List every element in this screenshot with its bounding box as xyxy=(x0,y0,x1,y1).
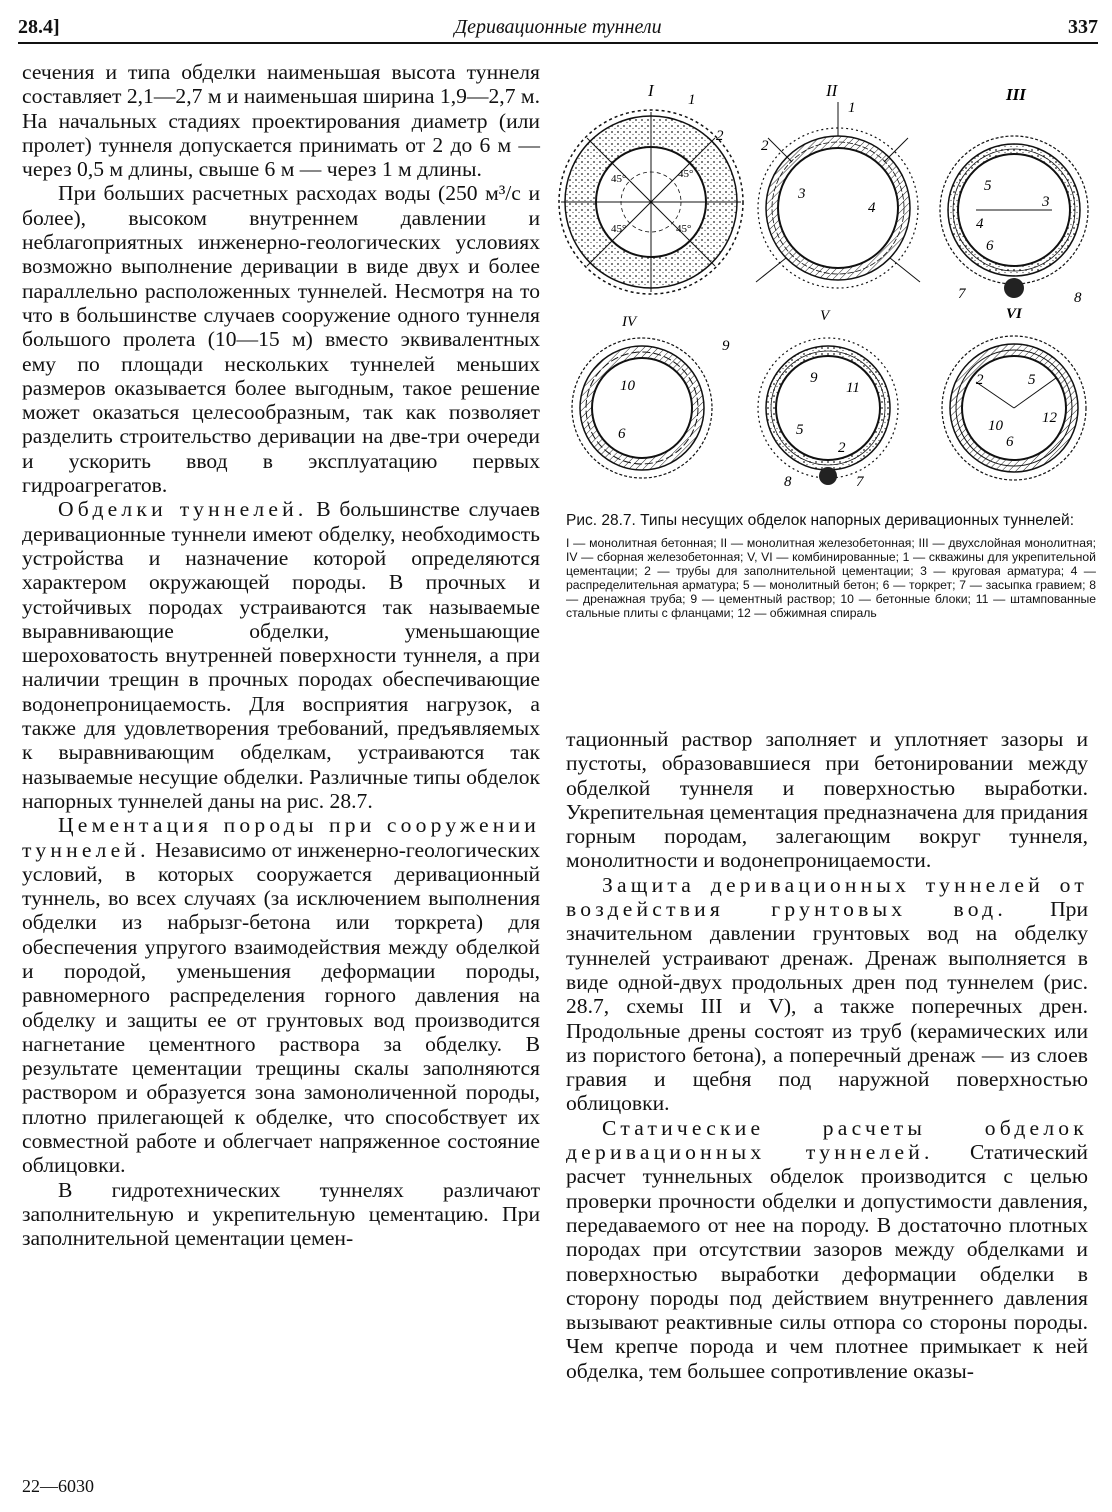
callout-label: 4 xyxy=(868,200,876,216)
paragraph: сечения и типа обделки наименьшая высота туннеля составляет 2,1—2,7 м и наименьшая ширина 1,9—2,7 м. На начальных стадиях проектирования диаметр (или пролет) туннеля допускается принимать от 2 до 6 м — через 0,5 м длины, свыше 6 м — через 1 м длины. xyxy=(22,60,540,182)
roman-label: I xyxy=(648,82,654,100)
callout-label: 1 xyxy=(848,100,856,116)
paragraph-text: Независимо от инженерно-геологических условий, в которых сооружается деривационный туннель, во всех случаях (за исключением выполнения обделки из набрызг-бетона или торкрета) для обеспечения упругого взаимодействия между обделкой и породой, уменьшения деформации породы, равномерного распределения горного давления на обделку и защиты ее от грунтовых вод производится нагнетание цементного раствора за обделку. В результате цементации трещины скалы заполняются раствором и образуется зона замоноличенной породы, плотно прилегающей к обделке, что способствует их совместной работе и облегчает напряженное состояние облицовки. xyxy=(22,837,540,1178)
callout-label: 5 xyxy=(1028,372,1036,388)
callout-label: 7 xyxy=(856,474,864,490)
paragraph xyxy=(22,813,540,1177)
tunnel-scheme-V xyxy=(758,308,898,490)
running-title: Деривационные туннели xyxy=(454,16,662,38)
roman-label: VI xyxy=(1006,306,1022,322)
callout-label: 2 xyxy=(716,128,724,144)
callout-label: 8 xyxy=(1074,290,1082,306)
callout-label: 11 xyxy=(846,380,860,396)
figure-caption xyxy=(566,512,1096,620)
callout-label: 4 xyxy=(976,216,984,232)
paragraph: При больших расчетных расходах воды (250 м³/с и более), высоком внутреннем давлении и неблагоприятных инженерно-геологических условиях возможно выполнение деривации в виде двух и более параллельно расположенных туннелей. Несмотря на то что в большинстве случаев сооружение одного туннеля большого пролета (10—15 м) вместо эквивалентных ему по площади нескольких туннелей меньших размеров оказывается более выгодным, такое решение может оказаться целесообразным, так как позволяет разделить строительство деривации на две-три очереди и ускорить ввод в эксплуатацию первых гидроагрегатов. xyxy=(22,181,540,498)
callout-label: 5 xyxy=(796,422,804,438)
callout-label: 2 xyxy=(761,138,769,154)
printer-signature: 22—6030 xyxy=(22,1476,94,1496)
tunnel-scheme-I xyxy=(559,82,743,294)
run-in-heading: Защита деривационных туннелей от воздействия грунтовых вод. xyxy=(566,872,1088,922)
paragraph xyxy=(566,1116,1088,1383)
running-header xyxy=(18,12,1098,44)
tunnel-scheme-IV xyxy=(572,314,730,478)
callout-label: 12 xyxy=(1042,410,1057,426)
callout-label: 9 xyxy=(722,338,730,354)
angle-label: 45° xyxy=(678,168,694,180)
paragraph-text: Статический расчет туннельных обделок производится с целью проверки прочности обделки и допустимости давления, передаваемого от нее на породу. В достаточно плотных породах при отсутствии зазоров между обделками и поверхностью выработки деформации обделки в сторону породы под действием внутреннего давления вызывают реактивные силы отпора со стороны породы. Чем крепче порода и чем плотнее примыкает к ней обделка, тем большее сопротивление оказы- xyxy=(566,1140,1088,1383)
callout-label: 1 xyxy=(688,92,696,108)
run-in-heading: Обделки туннелей. xyxy=(58,497,308,522)
angle-label: 45° xyxy=(611,173,627,185)
paragraph xyxy=(22,497,540,813)
tunnel-scheme-II xyxy=(756,82,920,288)
roman-label: IV xyxy=(622,314,637,330)
callout-label: 6 xyxy=(986,238,994,254)
section-number: 28.4] xyxy=(18,16,60,38)
callout-label: 2 xyxy=(838,440,846,456)
callout-label: 3 xyxy=(1042,194,1050,210)
run-in-heading: Цементация породы при сооружении туннелей. xyxy=(22,813,540,862)
callout-label: 10 xyxy=(620,378,635,394)
figure-28-7 xyxy=(556,82,1098,502)
callout-label: 6 xyxy=(1006,434,1014,450)
callout-label: 3 xyxy=(798,186,806,202)
callout-label: 9 xyxy=(810,370,818,386)
roman-label: II xyxy=(826,82,838,100)
callout-label: 6 xyxy=(618,426,626,442)
callout-label: 10 xyxy=(988,418,1003,434)
right-column xyxy=(566,727,1088,1383)
paragraph-text: В большинстве случаев деривационные туннели имеют обделку, необходимость устройства и назначение которой определяются характером окружающей породы. В прочных и устойчивых породах устраиваются так называемые выравнивающие обделки, уменьшающие шероховатость внутренней поверхности туннеля, а при наличии трещин в прочных породах обеспечивающие водонепроницаемость. Для восприятия нагрузок, а также для удовлетворения требований, предъявляемых к выравнивающим обделкам, устраиваются так называемые несущие обделки. Различные типы обделок напорных туннелей даны на рис. 28.7. xyxy=(22,497,540,813)
roman-label: III xyxy=(1006,85,1026,104)
paragraph: тационный раствор заполняет и уплотняет зазоры и пустоты, образовавшиеся при бетонировании между обделкой туннеля и поверхностью выработки. Укрепительная цементация предназначена для придания горным породам, залегающим вокруг туннеля, монолитности и водонепроницаемости. xyxy=(566,727,1088,873)
callout-label: 7 xyxy=(958,286,966,302)
paragraph xyxy=(566,873,1088,1116)
left-column xyxy=(22,60,540,1251)
callout-label: 2 xyxy=(976,372,984,388)
tunnel-scheme-VI xyxy=(942,306,1086,480)
paragraph-text: При значительном давлении грунтовых вод на обделку туннелей устраивают дренаж. Дренаж выполняется в виде одной-двух продольных дрен под туннелем (рис. 28.7, схемы III и V), а также поперечных дрен. Продольные дрены состоят из труб (керамических или из пористого бетона), а поперечный дренаж — из слоев гравия и щебня под наружной поверхностью облицовки. xyxy=(566,897,1089,1116)
tunnel-scheme-III xyxy=(940,85,1088,306)
figure-legend: I — монолитная бетонная; II — монолитная железобетонная; III — двухслойная монолитная; IV — сборная железобетонная; V, VI — комбинированные; 1 — скважины для укрепительной цементации; 2 — трубы для заполнительной цементации; 3 — круговая арматура; 4 — распределительная арматура; 5 — монолитный бетон; 6 — торкрет; 7 — засыпка гравием; 8 — дренажная труба; 9 — цементный раствор; 10 — бетонные блоки; 11 — штампованные стальные плиты с фланцами; 12 — обжимная спираль xyxy=(566,536,1096,620)
paragraph: В гидротехнических туннелях различают заполнительную и укрепительную цементацию. При заполнительной цементации цемен- xyxy=(22,1177,540,1251)
angle-label: 45° xyxy=(611,223,627,235)
page-number: 337 xyxy=(1068,16,1098,38)
roman-label: V xyxy=(820,308,830,324)
angle-label: 45° xyxy=(676,223,692,235)
run-in-heading: Статические расчеты обделок деривационных туннелей. xyxy=(566,1115,1088,1165)
figure-title: Рис. 28.7. Типы несущих обделок напорных деривационных туннелей: xyxy=(566,512,1074,529)
callout-label: 5 xyxy=(984,178,992,194)
callout-label: 8 xyxy=(784,474,792,490)
